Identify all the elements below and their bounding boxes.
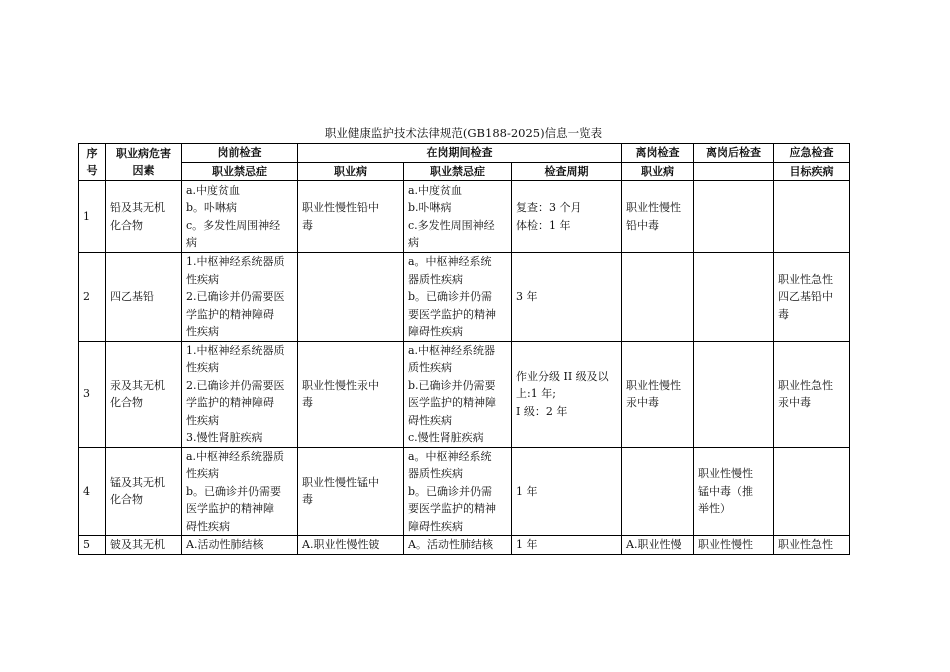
cell-hazard	[106, 341, 182, 447]
cell-during-disease	[298, 536, 404, 555]
cell-line: 性疾病	[186, 361, 219, 374]
cell-leave-disease	[622, 253, 694, 342]
cell-leave-disease	[622, 536, 694, 555]
header-after-leave: 离岗后检查	[694, 144, 774, 163]
cell-line: 1 年	[516, 484, 538, 498]
cell-line: 上:1 年;	[516, 387, 556, 401]
cell-line: 要医学监护的精神	[408, 502, 496, 515]
cell-seq: 3	[79, 341, 106, 447]
cell-line: c.慢性肾脏疾病	[408, 431, 484, 444]
cell-line: 汞及其无机	[110, 378, 165, 392]
cell-line: 病	[408, 236, 419, 249]
cell-line: 3 年	[516, 290, 538, 303]
cell-pre-contraindication	[182, 181, 298, 253]
cell-line: 锰中毒（推	[698, 484, 754, 498]
cell-line: 作业分级 II 级及以	[516, 369, 609, 383]
cell-line: 1 年	[516, 538, 538, 551]
cell-during-disease	[298, 341, 404, 447]
cell-line: 职业性急性	[778, 538, 834, 551]
cell-line: 体检：1 年	[516, 218, 571, 232]
cell-line: 要医学监护的精神	[408, 307, 496, 321]
cell-line: 职业性急性	[778, 378, 834, 392]
cell-line: A.职业性慢性铍	[302, 538, 380, 551]
cell-line: 职业性慢性铅中	[302, 201, 379, 214]
cell-line: 医学监护的精神障	[408, 396, 496, 409]
cell-line: 质性疾病	[408, 361, 452, 374]
cell-line: 学监护的精神障碍	[186, 396, 274, 409]
cell-emergency-target	[774, 447, 850, 536]
cell-pre-contraindication	[182, 536, 298, 555]
cell-seq: 2	[79, 253, 106, 342]
cell-line: 四乙基铅中	[778, 290, 834, 303]
table-row	[79, 447, 850, 536]
cell-line: 性疾病	[186, 467, 219, 480]
cell-line: 2.已确诊并仍需要医	[186, 290, 285, 303]
cell-line: A.职业性慢	[626, 538, 682, 551]
header-during-disease: 职业病	[298, 162, 404, 181]
cell-line: b.卟啉病	[408, 201, 452, 214]
cell-leave-disease	[622, 341, 694, 447]
cell-line: 病	[186, 236, 197, 249]
cell-during-disease	[298, 253, 404, 342]
cell-pre-contraindication	[182, 341, 298, 447]
cell-line: 化合物	[110, 493, 143, 507]
cell-line: 障碍性疾病	[408, 325, 463, 338]
cell-line: 职业性慢性汞中	[302, 378, 379, 392]
cell-line: 铍及其无机	[110, 538, 165, 551]
cell-line: 碍性疾病	[186, 519, 230, 533]
header-leave: 离岗检查	[622, 144, 694, 163]
cell-line: a.中枢神经系统器质	[186, 449, 285, 463]
cell-hazard	[106, 181, 182, 253]
cell-line: 学监护的精神障碍	[186, 307, 274, 321]
cell-line: 障碍性疾病	[408, 519, 463, 533]
cell-line: b.已确诊并仍需要	[408, 378, 496, 392]
cell-line: 职业性急性	[778, 272, 834, 286]
cell-line: b。已确诊并仍需	[408, 290, 493, 303]
cell-line: 3.慢性肾脏疾病	[186, 431, 263, 444]
cell-line: 职业性慢性	[626, 201, 682, 214]
cell-line: a。中枢神经系统	[408, 449, 492, 463]
cell-line: 1.中枢神经系统器质	[186, 343, 285, 357]
cell-line: A。活动性肺结核	[408, 538, 493, 551]
cell-seq: 5	[79, 536, 106, 555]
header-after-blank	[694, 162, 774, 181]
cell-line: 汞中毒	[626, 396, 660, 409]
occupational-health-table	[78, 143, 850, 555]
cell-line: b。已确诊并仍需	[408, 484, 493, 498]
cell-hazard	[106, 253, 182, 342]
cell-line: c。多发性周围神经	[186, 218, 281, 232]
cell-line: 2.已确诊并仍需要医	[186, 378, 285, 392]
cell-line: 职业性慢性	[698, 538, 754, 551]
cell-after-leave	[694, 447, 774, 536]
cell-line: 化合物	[110, 218, 143, 232]
cell-line: c.多发性周围神经	[408, 218, 495, 232]
cell-line: 四乙基铅	[110, 290, 154, 303]
header-leave-disease: 职业病	[622, 162, 694, 181]
cell-pre-contraindication	[182, 253, 298, 342]
cell-check-period	[512, 447, 622, 536]
cell-seq: 4	[79, 447, 106, 536]
header-pre-contraindication: 职业禁忌症	[182, 162, 298, 181]
cell-line: 职业性慢性锰中	[302, 475, 379, 489]
cell-line: 器质性疾病	[408, 467, 463, 480]
cell-emergency-target	[774, 536, 850, 555]
cell-during-disease	[298, 181, 404, 253]
cell-after-leave	[694, 536, 774, 555]
cell-during-contraindication	[404, 536, 512, 555]
cell-line: A.活动性肺结核	[186, 538, 264, 551]
cell-line: 1.中枢神经系统器质	[186, 255, 285, 268]
cell-line: 性疾病	[186, 325, 219, 338]
table-row	[79, 536, 850, 555]
cell-line: I 级：2 年	[516, 404, 568, 418]
cell-line: 复查：3 个月	[516, 201, 582, 214]
cell-check-period	[512, 341, 622, 447]
cell-line: b。卟啉病	[186, 201, 238, 214]
cell-line: b。已确诊并仍需要	[186, 484, 282, 498]
cell-emergency-target	[774, 181, 850, 253]
cell-line: 职业性慢性	[626, 378, 682, 392]
cell-hazard	[106, 536, 182, 555]
cell-line: 铅中毒	[626, 218, 660, 232]
cell-emergency-target	[774, 341, 850, 447]
cell-during-contraindication	[404, 253, 512, 342]
header-during-employment: 在岗期间检查	[298, 144, 622, 163]
cell-line: 举性）	[698, 502, 732, 515]
header-during-contraindication: 职业禁忌症	[404, 162, 512, 181]
cell-line: a.中度贫血	[408, 183, 463, 197]
document-title: 职业健康监护技术法律规范(GB188-2025)信息一览表	[324, 126, 603, 140]
header-pre-employment: 岗前检查	[182, 144, 298, 163]
cell-pre-contraindication	[182, 447, 298, 536]
cell-line: 毒	[778, 307, 790, 321]
cell-after-leave	[694, 181, 774, 253]
cell-line: 医学监护的精神障	[186, 502, 274, 515]
cell-line: 性疾病	[186, 413, 219, 427]
table-row	[79, 341, 850, 447]
header-emergency-target: 目标疾病	[774, 162, 850, 181]
cell-leave-disease	[622, 181, 694, 253]
cell-line: a。中枢神经系统	[408, 255, 492, 268]
cell-line: 锰及其无机	[110, 475, 165, 489]
cell-line: 毒	[302, 493, 313, 507]
header-seq: 序 号	[79, 144, 106, 181]
cell-seq: 1	[79, 181, 106, 253]
cell-line: 器质性疾病	[408, 272, 463, 286]
cell-leave-disease	[622, 447, 694, 536]
cell-hazard	[106, 447, 182, 536]
cell-line: 汞中毒	[778, 396, 812, 409]
table-row	[79, 253, 850, 342]
cell-check-period	[512, 536, 622, 555]
cell-line: a.中度贫血	[186, 183, 241, 197]
cell-line: 毒	[302, 218, 313, 232]
header-check-period: 检查周期	[512, 162, 622, 181]
cell-during-disease	[298, 447, 404, 536]
header-emergency: 应急检查	[774, 144, 850, 163]
cell-emergency-target	[774, 253, 850, 342]
cell-after-leave	[694, 253, 774, 342]
cell-during-contraindication	[404, 341, 512, 447]
cell-line: 铅及其无机	[110, 201, 165, 214]
cell-line: 职业性慢性	[698, 467, 754, 480]
cell-during-contraindication	[404, 181, 512, 253]
cell-line: 毒	[302, 396, 313, 409]
cell-line: 化合物	[110, 396, 143, 409]
cell-after-leave	[694, 341, 774, 447]
cell-check-period	[512, 253, 622, 342]
cell-line: 碍性疾病	[408, 413, 452, 427]
cell-line: 性疾病	[186, 272, 219, 286]
table-row	[79, 181, 850, 253]
cell-line: a.中枢神经系统器	[408, 343, 496, 357]
header-hazard: 职业病危害 因素	[106, 144, 182, 181]
cell-during-contraindication	[404, 447, 512, 536]
cell-check-period	[512, 181, 622, 253]
